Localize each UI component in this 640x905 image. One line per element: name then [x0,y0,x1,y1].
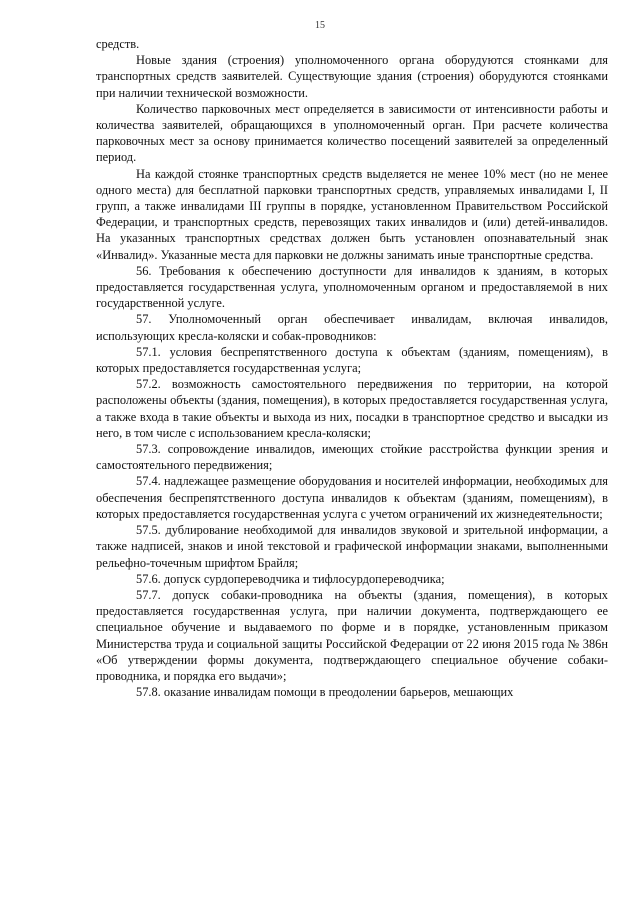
paragraph-57-5: 57.5. дублирование необходимой для инвалидов звуковой и зрительной информации, а также надписей, знаков и иной текстовой и графической информации знаками, выполненными рельефно-точечным шрифтом Брайля; [96,523,608,570]
paragraph-57-6: 57.6. допуск сурдопереводчика и тифлосурдопереводчика; [136,571,445,586]
page-number: 15 [315,20,325,31]
paragraph-57: 57. Уполномоченный орган обеспечивает инвалидам, включая инвалидов, использующих кресла-коляски и собак-проводников: [96,312,608,343]
paragraph-parking-count: Количество парковочных мест определяется в зависимости от интенсивности работы и количества заявителей, обращающихся в уполномоченный орган. При расчете количества парковочных мест за основу принимается количество посещений заявителей за определенный период. [96,101,608,165]
paragraph-56: 56. Требования к обеспечению доступности для инвалидов к зданиям, в которых предоставляется государственная услуга, уполномоченным органом и предоставляемой в них государственной услуге. [96,263,608,311]
paragraph-disabled-parking: На каждой стоянке транспортных средств выделяется не менее 10% мест (но не менее одного места) для бесплатной парковки транспортных средств, управляемых инвалидами I, II групп, а также инвалидами III группы в порядке, установленном Правительством Российской Федерации, и транспортных средств, перевозящих таких инвалидов и (или) детей-инвалидов. На указанных транспортных средствах должен быть установлен опознавательный знак «Инвалид». Указанные места для парковки не должны занимать иные транспортные средства. [96,166,608,262]
paragraph-57-3: 57.3. сопровождение инвалидов, имеющих стойкие расстройства функции зрения и самостоятельного передвижения; [96,442,608,473]
paragraph-new-buildings-parking: Новые здания (строения) уполномоченного органа оборудуются стоянками для транспортных средств заявителей. Существующие здания (строения) оборудуются стоянками при наличии технической возможности. [96,53,608,100]
paragraph-continuation: средств. [96,37,140,51]
paragraph-57-7: 57.7. допуск собаки-проводника на объекты (здания, помещения), в которых предоставляется государственная услуга, при наличии документа, подтверждающего ее специальное обучение и выдаваемого по форме и в порядке, установленным приказом Министерства труда и социальной защиты Российской Федерации от 22 июня 2015 года № 386н «Об утверждении формы документа, подтверждающего специальное обучение собаки-проводника, и порядка его выдачи»; [96,587,608,683]
paragraph-57-2: 57.2. возможность самостоятельного передвижения по территории, на которой расположены объекты (здания, помещения), в которых предоставляется государственная услуга, а также входа в такие объекты и выхода из них, посадки в транспортное средство и высадки из него, в том числе с использованием кресла-коляски; [96,377,608,440]
document-body [96,36,608,700]
paragraph-57-8: 57.8. оказание инвалидам помощи в преодолении барьеров, мешающих [136,685,514,700]
paragraph-57-1: 57.1. условия беспрепятственного доступа к объектам (зданиям, помещениям), в которых предоставляется государственная услуга; [96,344,608,376]
paragraph-57-4: 57.4. надлежащее размещение оборудования и носителей информации, необходимых для обеспечения беспрепятственного доступа инвалидов к объектам (зданиям, помещениям), в которых предоставляется государственная услуга с учетом ограничений их жизнедеятельности; [96,474,608,521]
